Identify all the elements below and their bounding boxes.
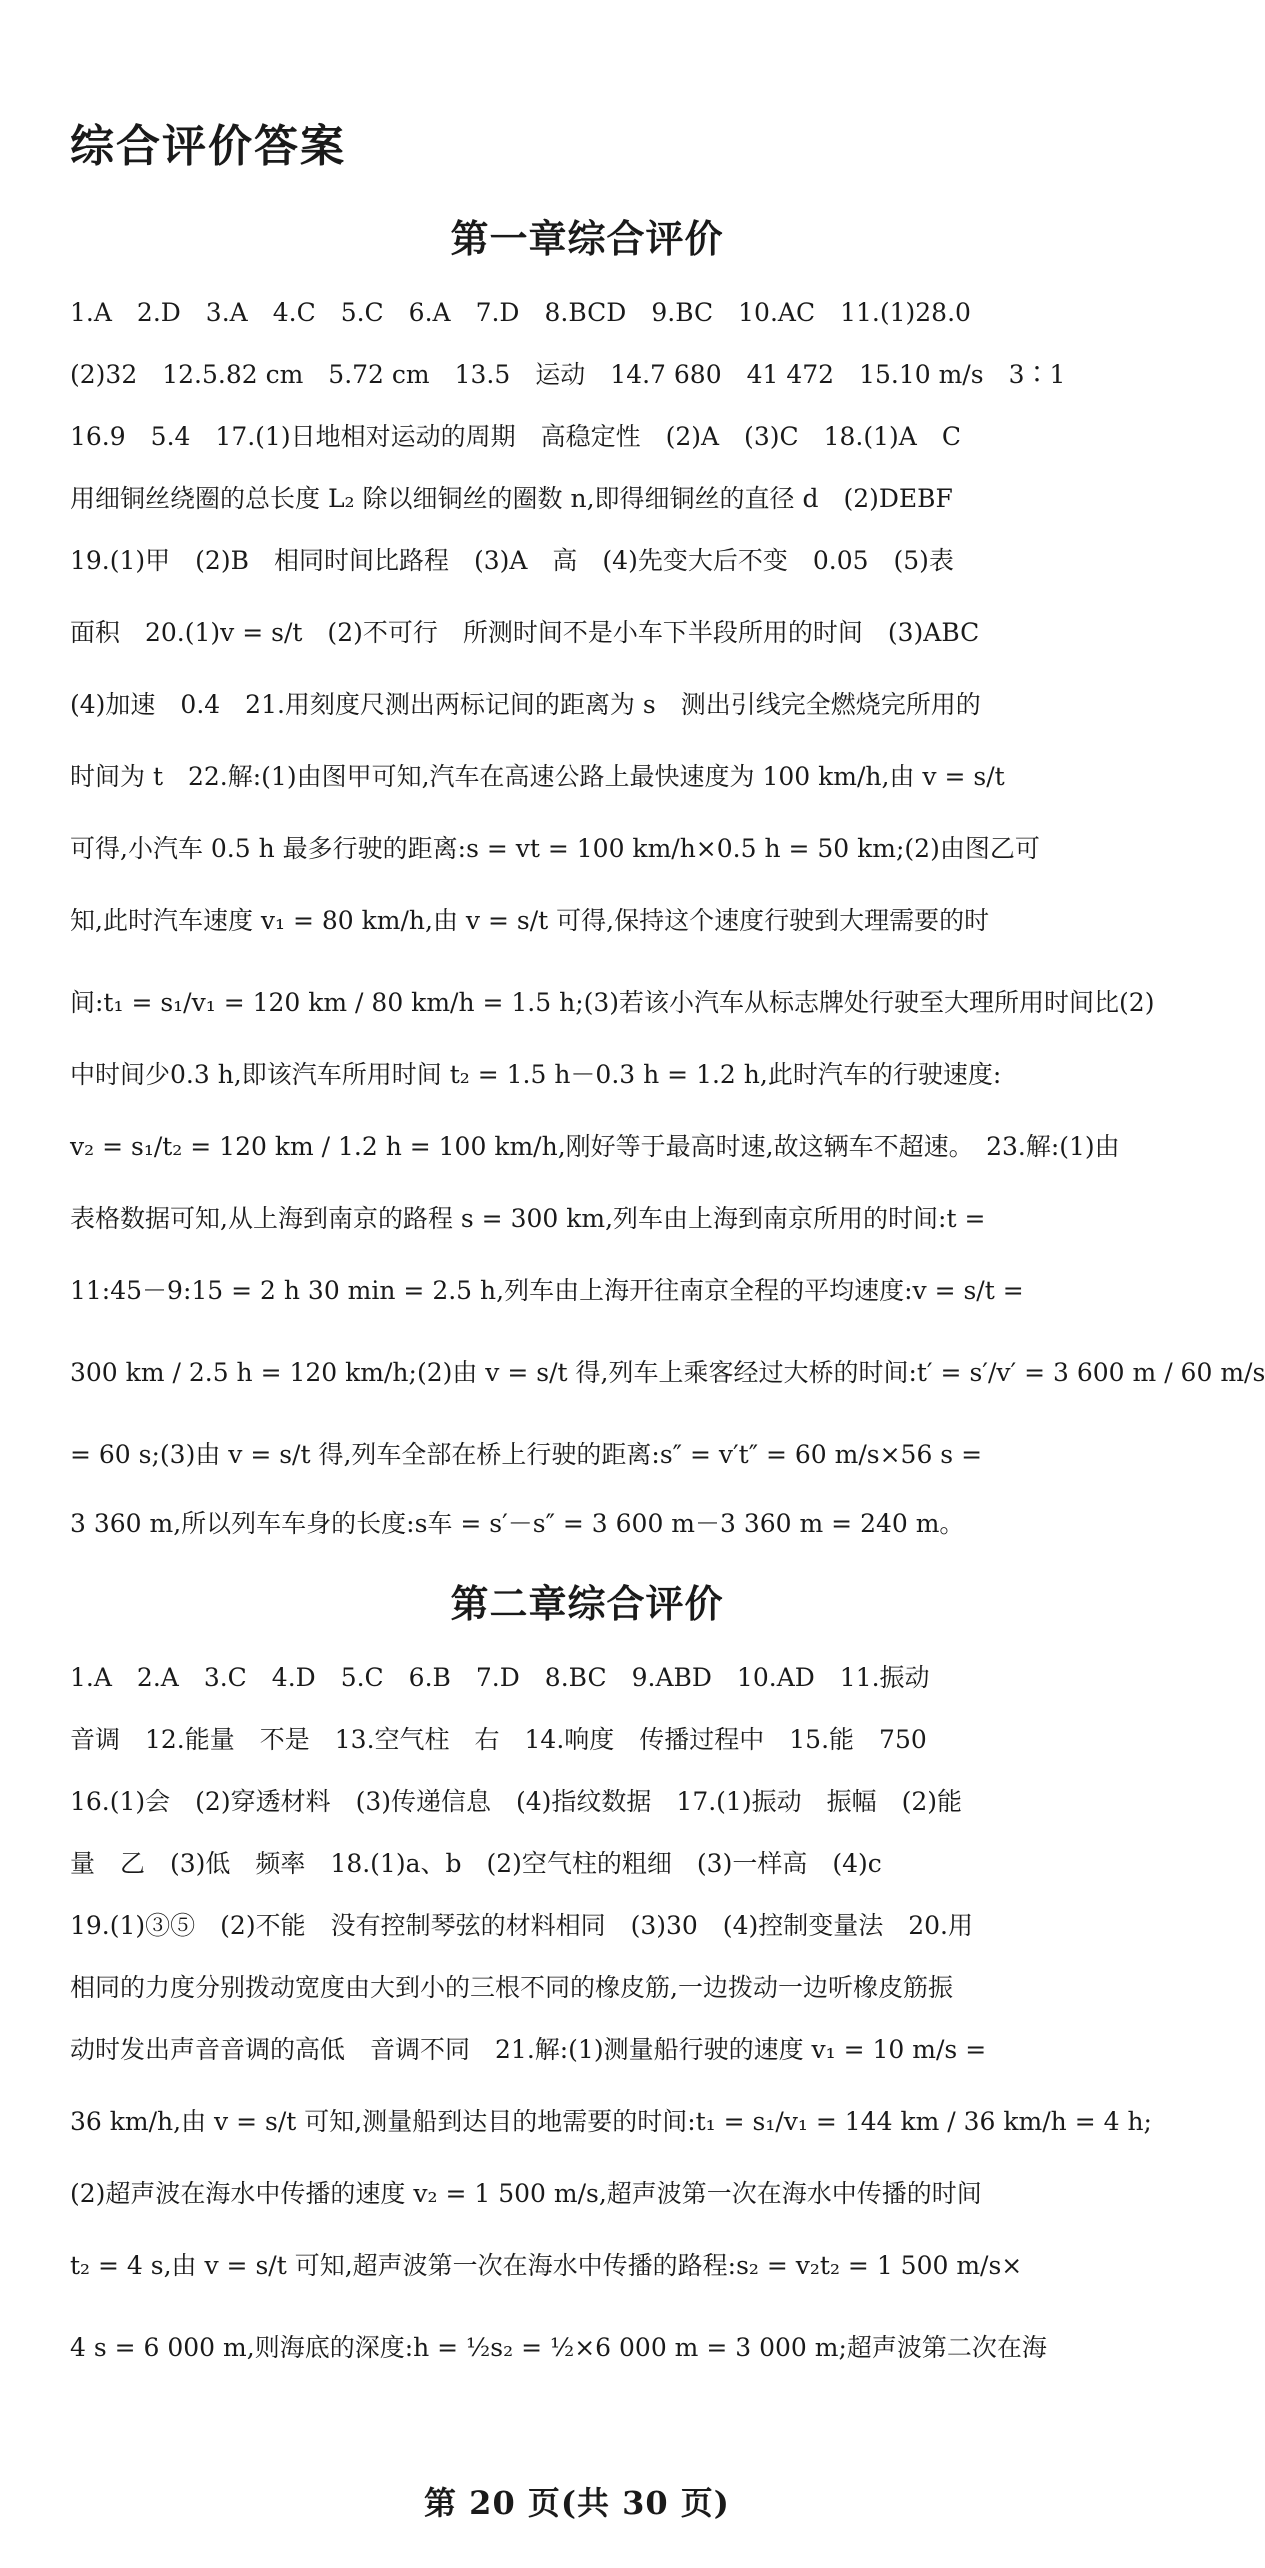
answer-line: 面积 20.(1)v = s/t (2)不可行 所测时间不是小车下半段所用的时间 (3)ABC xyxy=(70,617,980,647)
answer-line: 可得,小汽车 0.5 h 最多行驶的距离:s = vt = 100 km/h×0.5 h = 50 km;(2)由图乙可 xyxy=(70,833,1040,863)
answer-line: (4)加速 0.4 21.用刻度尺测出两标记间的距离为 s 测出引线完全燃烧完所用的 xyxy=(70,689,981,719)
answer-line: v₂ = s₁/t₂ = 120 km / 1.2 h = 100 km/h,刚好等于最高时速,故这辆车不超速。 23.解:(1)由 xyxy=(70,1131,1120,1161)
answer-line: 表格数据可知,从上海到南京的路程 s = 300 km,列车由上海到南京所用的时间:t = xyxy=(70,1203,986,1233)
answer-line: 时间为 t 22.解:(1)由图甲可知,汽车在高速公路上最快速度为 100 km/h,由 v = s/t xyxy=(70,761,1005,791)
chapter-2-heading: 第二章综合评价 xyxy=(450,1581,724,1626)
answer-line: 用细铜丝绕圈的总长度 L₂ 除以细铜丝的圈数 n,即得细铜丝的直径 d (2)DEBF xyxy=(70,483,953,513)
answer-line: 16.(1)会 (2)穿透材料 (3)传递信息 (4)指纹数据 17.(1)振动 振幅 (2)能 xyxy=(70,1786,962,1816)
page-number: 第 20 页(共 30 页) xyxy=(424,2484,730,2522)
answer-line: 4 s = 6 000 m,则海底的深度:h = ½s₂ = ½×6 000 m = 3 000 m;超声波第二次在海 xyxy=(70,2332,1047,2362)
answer-line: 相同的力度分别拨动宽度由大到小的三根不同的橡皮筋,一边拨动一边听橡皮筋振 xyxy=(70,1972,953,2002)
answer-line: 3 360 m,所以列车车身的长度:s车 = s′－s″ = 3 600 m－3 360 m = 240 m。 xyxy=(70,1508,965,1538)
answer-line: 1.A 2.A 3.C 4.D 5.C 6.B 7.D 8.BC 9.ABD 10.AD 11.振动 xyxy=(70,1662,930,1692)
answer-line: 36 km/h,由 v = s/t 可知,测量船到达目的地需要的时间:t₁ = s₁/v₁ = 144 km / 36 km/h = 4 h; xyxy=(70,2106,1152,2136)
answer-line: 1.A 2.D 3.A 4.C 5.C 6.A 7.D 8.BCD 9.BC 10.AC 11.(1)28.0 xyxy=(70,297,971,327)
answer-line: t₂ = 4 s,由 v = s/t 可知,超声波第一次在海水中传播的路程:s₂ = v₂t₂ = 1 500 m/s× xyxy=(70,2250,1023,2280)
answer-line: (2)32 12.5.82 cm 5.72 cm 13.5 运动 14.7 680 41 472 15.10 m/s 3∶1 xyxy=(70,359,1066,389)
answer-line: (2)超声波在海水中传播的速度 v₂ = 1 500 m/s,超声波第一次在海水中传播的时间 xyxy=(70,2178,982,2208)
answer-line: 19.(1)③⑤ (2)不能 没有控制琴弦的材料相同 (3)30 (4)控制变量法 20.用 xyxy=(70,1910,973,1940)
answer-line: 知,此时汽车速度 v₁ = 80 km/h,由 v = s/t 可得,保持这个速度行驶到大理需要的时 xyxy=(70,905,990,935)
answer-line: 300 km / 2.5 h = 120 km/h;(2)由 v = s/t 得,列车上乘客经过大桥的时间:t′ = s′/v′ = 3 600 m / 60 m/s xyxy=(70,1357,1265,1387)
page-title: 综合评价答案 xyxy=(70,121,346,172)
answer-line: 动时发出声音音调的高低 音调不同 21.解:(1)测量船行驶的速度 v₁ = 10 m/s = xyxy=(70,2034,987,2064)
answer-line: 16.9 5.4 17.(1)日地相对运动的周期 高稳定性 (2)A (3)C 18.(1)A C xyxy=(70,421,961,451)
answer-line: = 60 s;(3)由 v = s/t 得,列车全部在桥上行驶的距离:s″ = v′t″ = 60 m/s×56 s = xyxy=(70,1439,983,1469)
answer-line: 间:t₁ = s₁/v₁ = 120 km / 80 km/h = 1.5 h;(3)若该小汽车从标志牌处行驶至大理所用时间比(2) xyxy=(70,987,1155,1017)
answer-line: 19.(1)甲 (2)B 相同时间比路程 (3)A 高 (4)先变大后不变 0.05 (5)表 xyxy=(70,545,954,575)
chapter-1-section xyxy=(70,208,1265,1551)
answer-line: 量 乙 (3)低 频率 18.(1)a、b (2)空气柱的粗细 (3)一样高 (4)c xyxy=(70,1848,882,1878)
chapter-1-heading: 第一章综合评价 xyxy=(450,216,724,261)
answer-line: 音调 12.能量 不是 13.空气柱 右 14.响度 传播过程中 15.能 750 xyxy=(70,1724,927,1754)
answer-line: 中时间少0.3 h,即该汽车所用时间 t₂ = 1.5 h－0.3 h = 1.2 h,此时汽车的行驶速度: xyxy=(70,1059,1002,1089)
answer-line: 11:45－9:15 = 2 h 30 min = 2.5 h,列车由上海开往南京全程的平均速度:v = s/t = xyxy=(70,1275,1024,1305)
chapter-2-section xyxy=(70,1573,1152,2388)
